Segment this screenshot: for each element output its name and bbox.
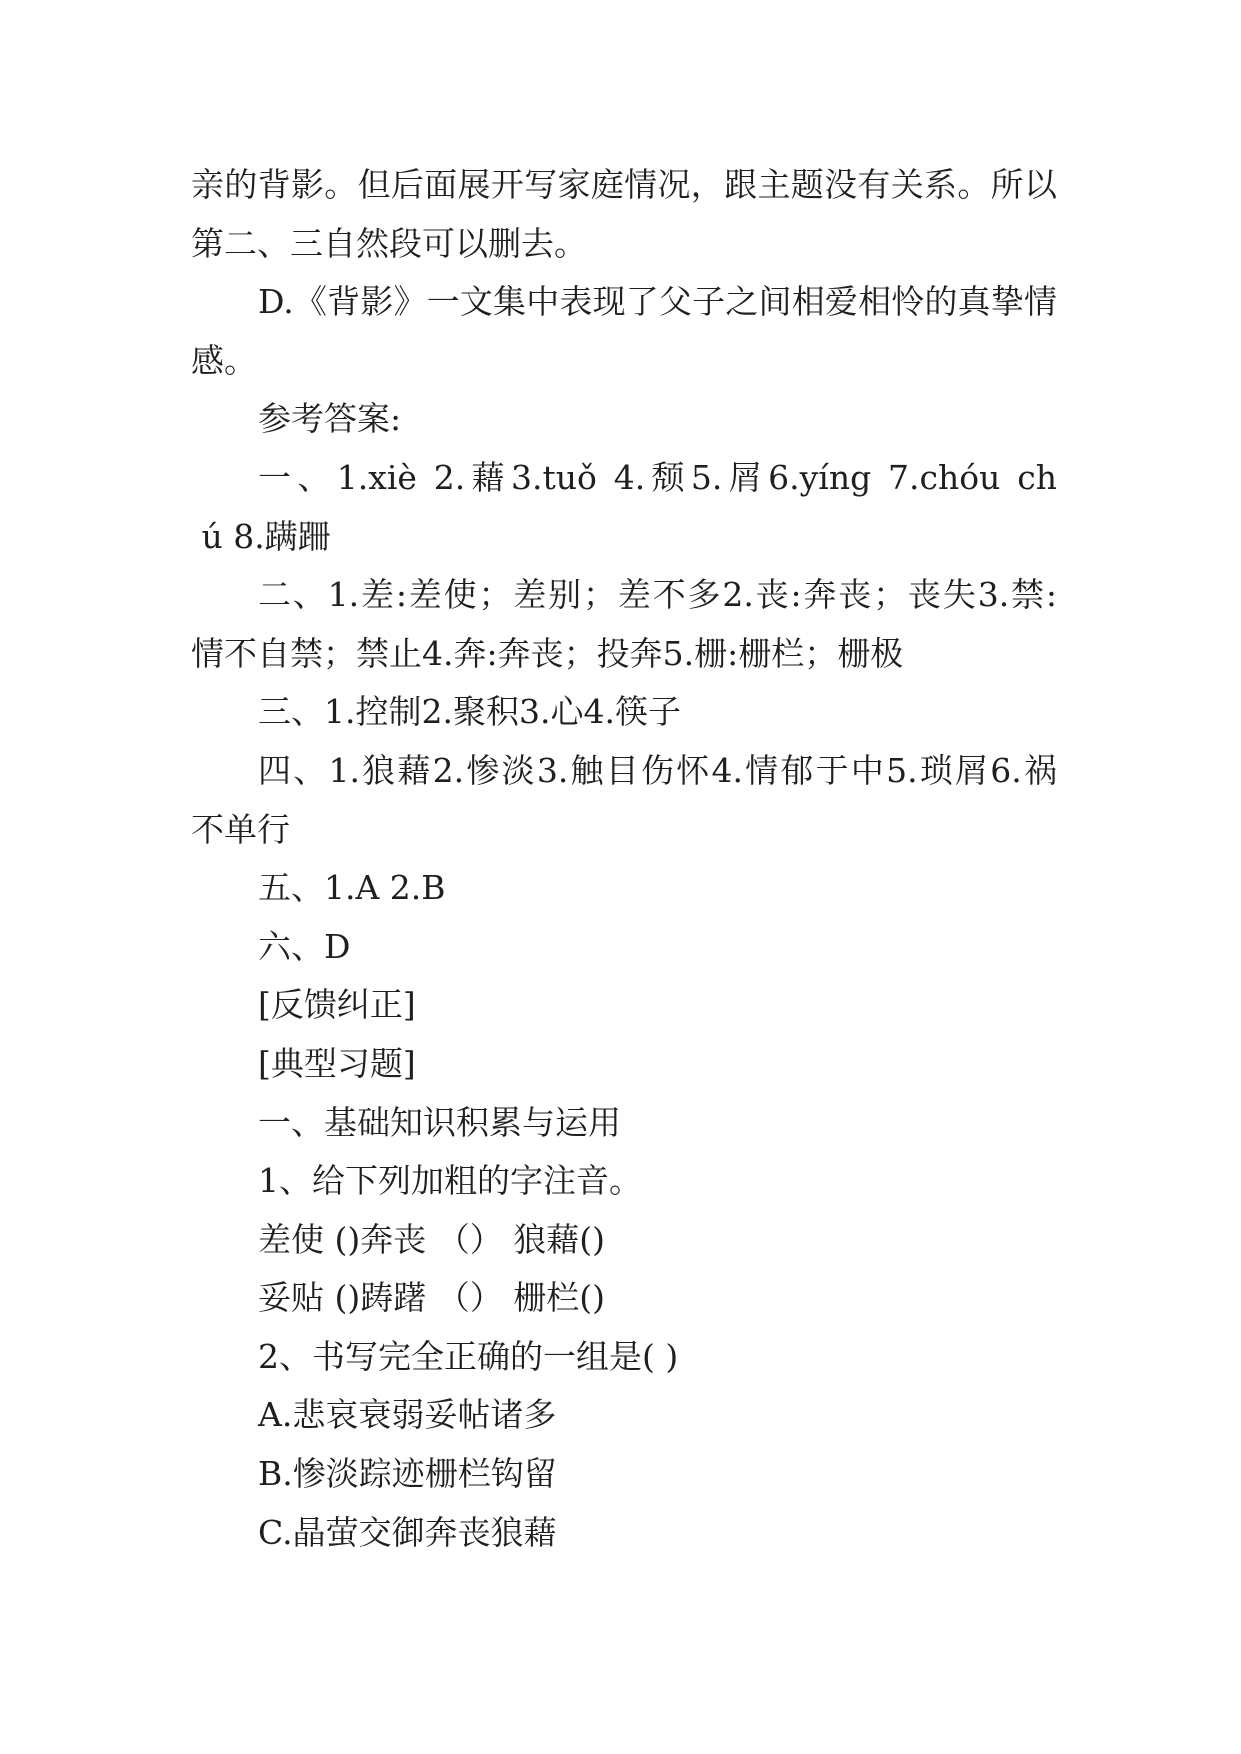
question-line: 2、书写完全正确的一组是( ) xyxy=(258,1336,679,1376)
answer-line: 不单行 xyxy=(191,809,290,849)
answer-line: 一、1.xiè 2.藉3.tuǒ 4.颓5.屑6.yíng 7.chóu ch xyxy=(258,457,1057,497)
answer-line: 六、D xyxy=(258,926,351,966)
answer-line: 五、1.A 2.B xyxy=(258,868,446,908)
answer-line: 三、1.控制2.聚积3.心4.筷子 xyxy=(258,692,681,732)
option-line: C.晶萤交御奔丧狼藉 xyxy=(258,1512,557,1552)
document-body xyxy=(191,156,1057,1562)
question-line: 差使 ()奔丧 （） 狼藉() xyxy=(258,1219,605,1259)
text-line: 第二、三自然段可以删去。 xyxy=(191,223,587,263)
section-heading: [反馈纠正] xyxy=(258,985,416,1025)
text-line: 亲的背影。但后面展开写家庭情况，跟主题没有关系。所以 xyxy=(191,165,1057,204)
question-line: 妥贴 ()踌躇 （） 栅栏() xyxy=(258,1278,605,1318)
question-line: 1、给下列加粗的字注音。 xyxy=(258,1161,642,1201)
section-heading: 一、基础知识积累与运用 xyxy=(258,1102,621,1142)
section-heading: [典型习题] xyxy=(258,1043,416,1083)
option-line: B.惨淡踪迹栅栏钩留 xyxy=(258,1454,557,1494)
answer-line: 四、1.狼藉2.惨淡3.触目伤怀4.情郁于中5.琐屑6.祸 xyxy=(258,750,1057,790)
option-d-line: D.《背影》一文集中表现了父子之间相爱相怜的真挚情 xyxy=(258,282,1057,322)
answer-line: 二、1.差:差使；差别；差不多2.丧:奔丧；丧失3.禁: xyxy=(258,575,1057,615)
option-line: A.悲哀衰弱妥帖诸多 xyxy=(258,1395,557,1435)
answer-line: ú 8.蹒跚 xyxy=(191,516,331,556)
answer-line: 情不自禁；禁止4.奔:奔丧；投奔5.栅:栅栏；栅极 xyxy=(191,633,904,673)
text-line: 感。 xyxy=(191,340,257,380)
answer-key-heading: 参考答案: xyxy=(258,399,402,439)
